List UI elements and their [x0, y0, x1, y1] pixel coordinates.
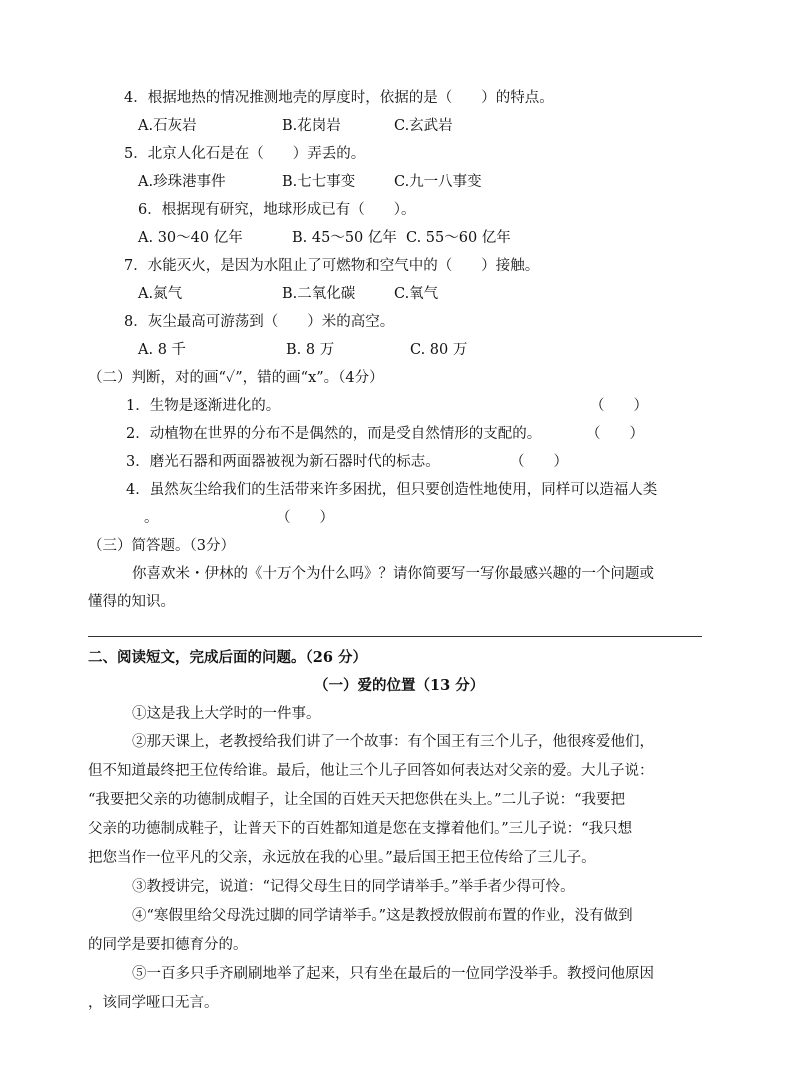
- passage-line: 把您当作一位平凡的父亲，永远放在我的心里。”最后国王把王位传给了三儿子。: [88, 850, 596, 866]
- option-b: B. 45～50 亿年: [292, 230, 397, 246]
- question-6-stem: 6．根据现有研究，地球形成已有（ ）。: [138, 202, 416, 218]
- question-7-stem: 7．水能灭火，是因为水阻止了可燃物和空气中的（ ）接触。: [124, 258, 540, 274]
- option-c: C. 80 万: [410, 342, 468, 358]
- option-c: C.九一八事变: [394, 174, 482, 190]
- judge-item-4: 4．虽然灰尘给我们的生活带来许多困扰，但只要创造性地使用，同样可以造福人类: [126, 482, 658, 498]
- judge-bracket-2: （ ）: [586, 426, 644, 442]
- option-b: B.花岗岩: [282, 118, 341, 134]
- passage-line: ④“寒假里给父母洗过脚的同学请举手。”这是教授放假前布置的作业，没有做到: [132, 908, 633, 924]
- short-answer-heading: （三）简答题。（3分）: [88, 538, 235, 554]
- passage-line: ①这是我上大学时的一件事。: [132, 706, 321, 722]
- passage-line: “我要把父亲的功德制成帽子，让全国的百姓天天把您供在头上。”二儿子说：“我要把: [88, 792, 625, 808]
- judge-bracket-1: （ ）: [590, 398, 648, 414]
- short-answer-line-1: 你喜欢米・伊林的《十万个为什么吗》？请你简要写一写你最感兴趣的一个问题或: [132, 566, 654, 582]
- option-c: C.氧气: [394, 286, 439, 302]
- judge-item-3: 3．磨光石器和两面器被视为新石器时代的标志。: [126, 454, 440, 470]
- option-a: A. 30～40 亿年: [138, 230, 243, 246]
- option-b: B.二氧化碳: [282, 286, 356, 302]
- short-answer-line-2: 懂得的知识。: [88, 594, 175, 610]
- option-c: C.玄武岩: [394, 118, 453, 134]
- judge-bracket-3: （ ）: [510, 454, 568, 470]
- passage-line: ②那天课上，老教授给我们讲了一个故事：有个国王有三个儿子，他很疼爱他们，: [132, 734, 654, 750]
- passage-line: ，该同学哑口无言。: [88, 995, 219, 1011]
- option-a: A.氮气: [138, 286, 183, 302]
- passage-line: 的同学是要扣德育分的。: [88, 937, 248, 953]
- option-b: B. 8 万: [286, 342, 335, 358]
- passage-line: ⑤一百多只手齐刷刷地举了起来，只有坐在最后的一位同学没举手。教授问他原因: [132, 966, 654, 982]
- section-divider: [88, 636, 702, 637]
- option-b: B.七七事变: [282, 174, 356, 190]
- passage-line: 父亲的功德制成鞋子，让普天下的百姓都知道是您在支撑着他们。”三儿子说：“我只想: [88, 821, 633, 837]
- option-a: A. 8 千: [138, 342, 187, 358]
- judge-bracket-4: （ ）: [276, 510, 334, 526]
- judge-item-2: 2．动植物在世界的分布不是偶然的，而是受自然情形的支配的。: [126, 426, 542, 442]
- passage-title: （一）爱的位置（13 分）: [314, 677, 485, 694]
- judge-item-4-continuation: 。: [144, 510, 159, 526]
- question-8-stem: 8．灰尘最高可游荡到（ ）米的高空。: [124, 314, 395, 330]
- judge-item-1: 1．生物是逐渐进化的。: [126, 398, 281, 414]
- question-4-stem: 4．根据地热的情况推测地壳的厚度时，依据的是（ ）的特点。: [124, 90, 554, 106]
- part-2-heading: 二、阅读短文，完成后面的问题。（26 分）: [88, 649, 367, 666]
- passage-line: 但不知道最终把王位传给谁。最后，他让三个儿子回答如何表达对父亲的爱。大儿子说：: [88, 763, 654, 779]
- passage-line: ③教授讲完，说道：“记得父母生日的同学请举手。”举手者少得可怜。: [132, 879, 575, 895]
- option-a: A.石灰岩: [138, 118, 197, 134]
- option-c: C. 55～60 亿年: [406, 230, 511, 246]
- judge-section-heading: （二）判断，对的画“✓”，错的画“x”。（4分）: [88, 370, 384, 386]
- option-a: A.珍珠港事件: [138, 174, 226, 190]
- question-5-stem: 5．北京人化石是在（ ）弄丢的。: [124, 146, 366, 162]
